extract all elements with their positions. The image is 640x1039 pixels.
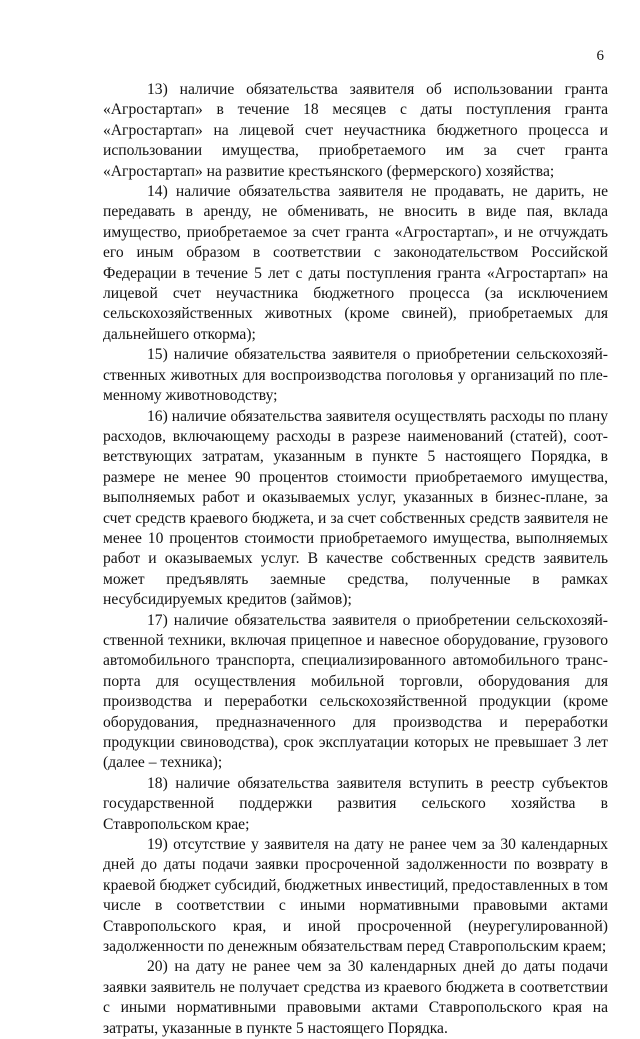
paragraph-14: 14) наличие обязательства заявителя не продавать, не дарить, не передавать в аренду, не обменивать, не вносить в виде пая, вклада имущество, приобретаемое за счет гранта «Агростартап», и не отчуждать его иным образом в соответствии с законодательством Российской Федерации в течение 5 лет с даты поступления гранта «Агростартап» на лицевой счет неучастника бюджетного процесса (за исключением сельскохозяйственных животных (кроме свиней), приобретаемых для дальнейшего откорма); [103, 183, 608, 343]
paragraph-13: 13) наличие обязательства заявителя об использовании гранта «Агростартап» в течение 18 месяцев с даты поступления гранта «Агростартап» на лицевой счет неучастника бюджетного процесса и использовании имущества, приобретаемого им за счет гранта «Агростартап» на развитие крестьянского (фермерского) хозяйства; [103, 81, 608, 180]
paragraph-17: 17) наличие обязательства заявителя о приобретении сельскохозяйственной техники, включая прицепное и навесное оборудование, грузового автомобильного транспорта, специализированного автомобильного транспорта для осуществления мобильной торговли, оборудования для производства и переработки сельскохозяйственной продукции (кроме оборудования, предназначенного для производства и переработки продукции свиноводства), срок эксплуатации которых не превышает 3 лет (далее – техника); [103, 611, 608, 772]
paragraph-19: 19) отсутствие у заявителя на дату не ранее чем за 30 календарных дней до даты подачи заявки просроченной задолженности по возврату в краевой бюджет субсидий, бюджетных инвестиций, предоставленных в том числе в соответствии с иными нормативными правовыми актами Ставропольского края, и иной просроченной (неурегулированной) задолженности по денежным обязательствам перед Ставропольским краем; [103, 836, 608, 956]
paragraph-18: 18) наличие обязательства заявителя вступить в реестр субъектов государственной поддержки развития сельского хозяйства в Ставропольском крае; [103, 774, 608, 833]
paragraph-15: 15) наличие обязательства заявителя о приобретении сельскохозяйственных животных для воспроизводства поголовья у организаций по племенному животноводству; [103, 346, 608, 405]
paragraph-16: 16) наличие обязательства заявителя осуществлять расходы по плану расходов, включающему расходы в разрезе наименований (статей), соответствующих затратам, указанным в пункте 5 настоящего Порядка, в размере не менее 90 процентов стоимости приобретаемого имущества, выполняемых работ и оказываемых услуг, указанных в бизнес-плане, за счет средств краевого бюджета, и за счет собственных средств заявителя не менее 10 процентов стоимости приобретаемого имущества, выполняемых работ и оказываемых услуг. В качестве собственных средств заявитель может предъявлять заемные средства, полученные в рамках несубсидируемых кредитов (займов); [103, 407, 608, 609]
page-number: 6 [596, 48, 604, 64]
paragraph-20: 20) на дату не ранее чем за 30 календарных дней до даты подачи заявки заявитель не получает средства из краевого бюджета в соответствии с иными нормативными правовыми актами Ставропольского края на затраты, указанные в пункте 5 настоящего Порядка. [103, 958, 608, 1037]
document-body [103, 80, 608, 1039]
